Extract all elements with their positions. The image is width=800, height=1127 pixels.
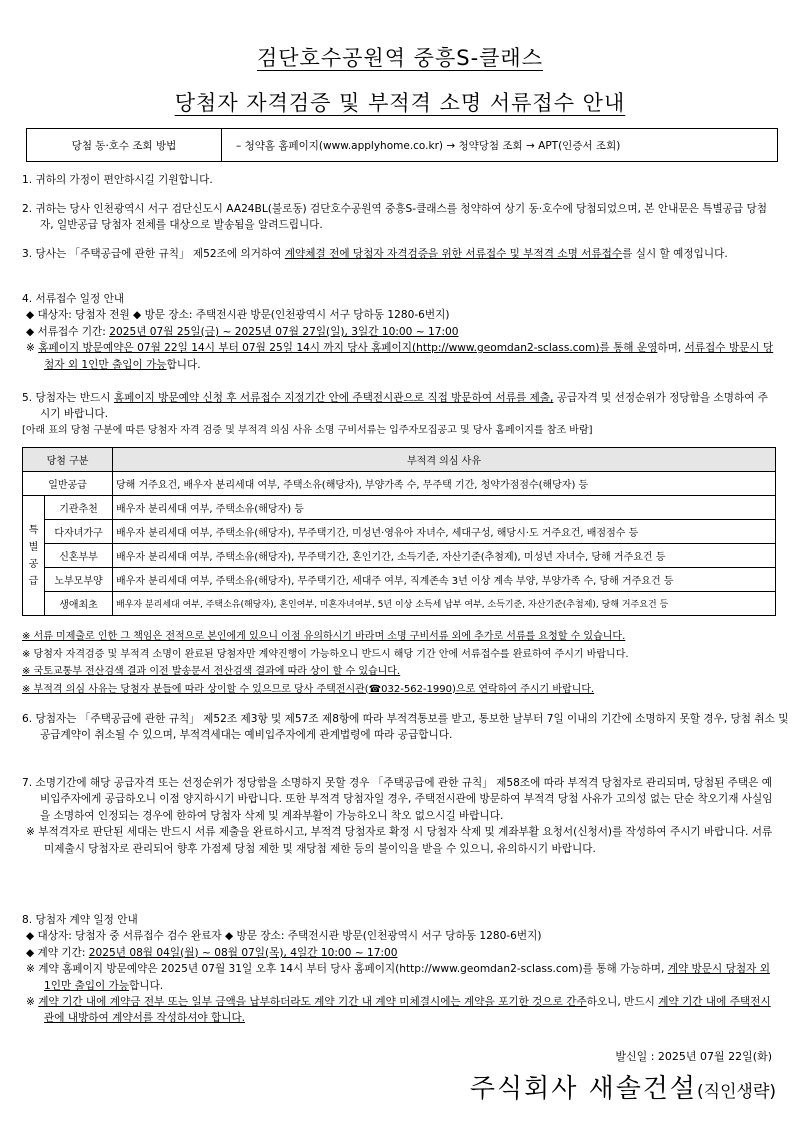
paragraph-8-head: 8. 당첨자 계약 일정 안내: [22, 914, 138, 926]
p5a: 5. 당첨자는 반드시: [22, 392, 114, 404]
company-name: 주식회사 새솔건설: [469, 1074, 698, 1104]
paragraph-4-head: 4. 서류접수 일정 안내: [22, 293, 125, 305]
paragraph-4-line-3: [22, 340, 778, 373]
paragraph-8: [22, 912, 778, 1027]
table-header-reason: 부적격 의심 사유: [113, 448, 776, 472]
table-row: [23, 520, 776, 544]
table-row: [23, 568, 776, 592]
p4-l2a: ◆ 서류접수 기간:: [26, 325, 110, 338]
table-cell-type: 기관추천: [45, 496, 113, 520]
special-char-4: 급: [28, 575, 39, 587]
table-header-row: [23, 448, 776, 472]
p4-l3e: 합니다.: [166, 358, 201, 371]
table-row: [23, 592, 776, 616]
table-cell-reason: 배우자 분리세대 여부, 주택소유(해당자), 무주택기간, 세대주 여부, 직계존속 3년 이상 계속 부양, 부양가족 수, 당해 거주요건 등: [113, 568, 776, 592]
paragraph-7-note: ※ 부적격자로 판단된 세대는 반드시 서류 제출을 완료하시고, 부적격 당첨자로 확정 시 당첨자 삭제 및 계좌부활 요청서(신청서)를 작성하여 주시기 바랍니다. 서류 미제출시 당첨자로 관리되어 향후 가점제 당첨 제한 및 재당첨 제한 등의 불이익을 받을 수 있으니, 유의하시기 바랍니다.: [26, 826, 773, 855]
p8-l2a: ◆ 계약 기간:: [26, 946, 89, 959]
p8-l2b: 2025년 08월 04일(월) ~ 08월 07일(목), 4일간 10:00 ~ 17:00: [88, 946, 398, 959]
lookup-label: 당첨 동·호수 조회 방법: [27, 129, 222, 161]
issue-date: 발신일 : 2025년 07월 22일(화): [615, 1050, 772, 1063]
table-header-category: 당첨 구분: [23, 448, 113, 472]
p8-l4c: 하오니, 반드시: [586, 996, 659, 1009]
paragraph-8-line-3: [22, 961, 778, 994]
p8-l3a: ※ 계약 홈페이지 방문예약은 2025년 07월 31일 오후 14시 부터 당사 홈페이지(http://www.geomdan2-sclass.com)를 통해 가능하며,: [26, 963, 668, 976]
p8-l4d: 계약 기간 내에 주택전시관에 내방하여 계약서를 작성하셔야 합니다.: [44, 996, 771, 1025]
paragraph-8-line-2: [22, 945, 778, 961]
table-row: [23, 472, 776, 496]
p8-l4a: ※: [26, 996, 39, 1009]
paragraph-4-line-2: [22, 324, 778, 340]
table-notes: [22, 628, 778, 698]
table-cell-reason: 배우자 분리세대 여부, 주택소유(해당자), 무주택기간, 미성년·영유아 자녀수, 세대구성, 해당시·도 거주요건, 배점점수 등: [113, 520, 776, 544]
paragraph-4-line-1: ◆ 대상자: 당첨자 전원 ◆ 방문 장소: 주택전시관 방문(인천광역시 서구 당하동 1280-6번지): [26, 309, 450, 322]
seal-note: (직인생략): [697, 1082, 776, 1102]
paragraph-2-text: 2. 귀하는 당사 인천광역시 서구 검단신도시 AA24BL(불로동) 검단호수공원역 중흥S-클래스를 청약하여 상기 동·호수에 당첨되었으며, 본 안내문은 특별공급 당첨자, 일반공급 당첨자 전체를 대상으로 발송됨을 알려드립니다.: [22, 203, 767, 232]
special-char-1: 특: [28, 524, 39, 536]
paragraph-8-line-4: [22, 994, 778, 1027]
p8-l3b: 계약 방문시 당첨자 외 1인만 출입이 가능: [44, 963, 770, 992]
disqualification-table: [22, 447, 776, 616]
table-cell-reason: 배우자 분리세대 여부, 주택소유(해당자), 무주택기간, 혼인기간, 소득기준, 자산기준(추첨제), 미성년 자녀수, 당해 거주요건 등: [113, 544, 776, 568]
note-2: ※ 당첨자 자격검증 및 부적격 소명이 완료된 당첨자만 계약진행이 가능하오니 반드시 해당 기간 안에 서류접수를 완료하여 주시기 바랍니다.: [22, 648, 629, 660]
p8-l3c: 합니다.: [129, 979, 164, 992]
paragraph-2: [22, 201, 778, 234]
table-cell-special: [23, 496, 45, 616]
paragraph-1: 1. 귀하의 가정이 편안하시길 기원합니다.: [22, 174, 213, 186]
lookup-box: [26, 128, 778, 162]
table-row: [23, 544, 776, 568]
paragraph-6: 6. 당첨자는 「주택공급에 관한 규칙」 제52조 제3항 및 제57조 제8항에 따라 부적격통보를 받고, 통보한 날부터 7일 이내의 기간에 소명하지 못할 경우, 당첨 취소 및 공급계약이 취소될 수 있으며, 부적격세대는 예비입주자에게 관계법령에 따라 공급합니다.: [22, 713, 789, 742]
note-1: ※ 서류 미제출로 인한 그 책임은 전적으로 본인에게 있으니 이점 유의하시기 바라며 소명 구비서류 외에 추가로 서류를 요청할 수 있습니다.: [22, 631, 626, 642]
paragraph-8-line-1: ◆ 대상자: 당첨자 중 서류접수 검수 완료자 ◆ 방문 장소: 주택전시관 방문(인천광역시 서구 당하동 1280-6번지): [26, 930, 542, 943]
paragraph-7-text: 7. 소명기간에 해당 공급자격 또는 선정순위가 정당함을 소명하지 못할 경우 「주택공급에 관한 규칙」 제58조에 따라 부적격 당첨자로 관리되며, 당첨된 주택은 예비입주자에게 공급하오니 이점 양지하시기 바랍니다. 또한 부적격 당첨자일 경우, 주택전시관에 방문하여 부적격 당첨 사유가 고의성 없는 단순 착오기재 사실임을 소명하여 인정되는 경우에 한하여 당첨자 삭제 및 계좌부활이 가능하오니 착오 없으시길 바랍니다.: [22, 777, 773, 822]
page-title: 검단호수공원역 중흥S-클래스: [256, 46, 543, 70]
table-cell-general-reason: 당해 거주요건, 배우자 분리세대 여부, 주택소유(해당자), 부양가족 수, 무주택 기간, 청약가점점수(해당자) 등: [113, 472, 776, 496]
p5c: 공급자격 및 선정순위가 정당함을 소명하여 주시기 바랍니다.: [40, 392, 769, 421]
note-4: ※ 부적격 의심 사유는 당첨자 분들에 따라 상이할 수 있으므로 당사 주택전시관(☎032-562-1990)으로 연락하여 주시기 바랍니다.: [22, 683, 595, 695]
paragraph-5-note: [아래 표의 당첨 구분에 따른 당첨자 자격 검증 및 부적격 의심 사유 소명 구비서류는 입주자모집공고 및 당사 홈페이지를 참조 바람]: [22, 424, 593, 436]
note-3: ※ 국토교통부 전산검색 결과 이전 발송문서 전산검색 결과에 따라 상이 할 수 있습니다.: [22, 666, 401, 677]
table-cell-type: 노부모부양: [45, 568, 113, 592]
paragraph-3-c: 를 실시 할 예정입니다.: [622, 248, 728, 260]
paragraph-7: [22, 775, 778, 857]
paragraph-3-b: 계약체결 전에 당첨자 자격검증을 위한 서류접수 및 부적격 소명 서류접수: [284, 248, 623, 260]
p4-l3d: 서류접수 방문시 당첨자 외 1인만 출입이 가능: [44, 342, 774, 371]
table-row: [23, 496, 776, 520]
special-char-3: 공: [28, 558, 39, 570]
table-cell-reason: 배우자 분리세대 여부, 주택소유(해당자) 등: [113, 496, 776, 520]
paragraph-5-text: [22, 390, 778, 423]
paragraph-5: [22, 390, 778, 439]
table-cell-reason: 배우자 분리세대 여부, 주택소유(해당자), 혼인여부, 미혼자녀여부, 5년 이상 소득세 납부 여부, 소득기준, 자산기준(추첨제), 당해 거주요건 등: [113, 592, 776, 616]
lookup-value: – 청약홈 홈페이지(www.applyhome.co.kr) → 청약당첨 조회 → APT(인증서 조회): [236, 139, 621, 152]
table-cell-type: 다자녀가구: [45, 520, 113, 544]
special-char-2: 별: [28, 541, 39, 553]
table-cell-general: 일반공급: [23, 472, 113, 496]
page-subtitle: 당첨자 자격검증 및 부적격 소명 서류접수 안내: [174, 91, 626, 115]
p4-l3a: ※: [26, 342, 39, 355]
p8-l4b: 계약 기간 내에 계약금 전부 또는 일부 금액을 납부하더라도 계약 기간 내 계약 미체결시에는 계약을 포기한 것으로 간주: [38, 996, 587, 1009]
p5b: 홈페이지 방문예약 신청 후 서류접수 지정기간 안에 주택전시관으로 직접 방문하여 서류를 제출,: [113, 392, 554, 404]
p4-l2b: 2025년 07월 25일(금) ~ 2025년 07월 27일(일), 3일간 10:00 ~ 17:00: [109, 325, 459, 338]
p4-l3c: 하며,: [657, 342, 685, 355]
p4-l3b: 홈페이지 방문예약은 07월 22일 14시 부터 07월 25일 14시 까지 당사 홈페이지(http://www.geomdan2-sclass.com)를 통해 운영: [38, 342, 658, 355]
paragraph-3: [22, 246, 796, 262]
company-signature: [470, 1068, 776, 1105]
table-cell-type: 신혼부부: [45, 544, 113, 568]
paragraph-4: [22, 291, 778, 373]
table-cell-type: 생애최초: [45, 592, 113, 616]
paragraph-3-a: 3. 당사는 「주택공급에 관한 규칙」 제52조에 의거하여: [22, 248, 285, 260]
